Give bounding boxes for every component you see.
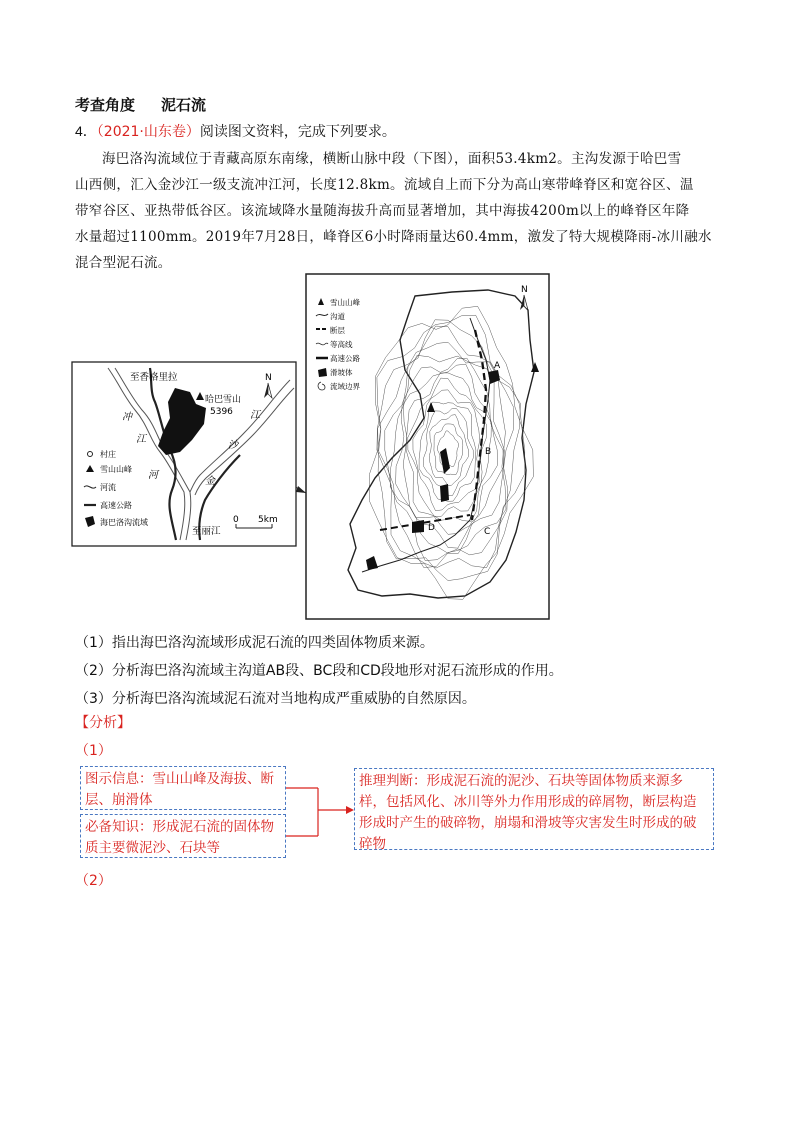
analysis-part-2: （2） (75, 873, 112, 889)
legend-landslide: 滑坡体 (330, 368, 353, 377)
label-road-bottom: 至丽江 (192, 526, 221, 537)
paragraph-line: 带窄谷区、亚热带低谷区。该流域降水量随海拔升高而显著增加，其中海拔4200m以上的峰脊区年降 (75, 203, 690, 219)
point-label: A (494, 361, 501, 371)
analysis-part-1: （1） (75, 743, 112, 759)
sub-question-3: （3）分析海巴洛沟流域泥石流对当地构成严重威胁的自然原因。 (75, 691, 476, 707)
label-road-top: 至香格里拉 (130, 372, 178, 383)
legend-basin: 海巴洛沟流域 (100, 518, 148, 527)
paragraph-line: 混合型泥石流。 (75, 255, 172, 271)
label-river-left: 江 (136, 434, 146, 445)
label-river-right: 金 (205, 476, 215, 487)
legend-boundary: 流域边界 (330, 382, 360, 391)
label-peak-elev: 5396 (210, 407, 233, 417)
legend-highway: 高速公路 (100, 501, 132, 510)
point-label: D (428, 523, 435, 533)
scale-label-0: 0 (233, 515, 239, 525)
sub-question-2: （2）分析海巴洛沟流域主沟道AB段、BC段和CD段地形对泥石流形成的作用。 (75, 663, 563, 679)
point-label: B (485, 447, 492, 457)
info-box-figure: 图示信息：雪山山峰及海拔、断层、崩滑体 (80, 766, 286, 810)
label-river-right: 沙 (228, 440, 238, 451)
section-label: 考查角度 (75, 96, 136, 114)
legend-contour: 等高线 (330, 340, 353, 349)
legend-channel: 沟道 (330, 312, 345, 321)
sub-question-1: （1）指出海巴洛沟流域形成泥石流的四类固体物质来源。 (75, 635, 434, 651)
legend-peak: 雪山山峰 (330, 298, 360, 307)
analysis-label: 【分析】 (75, 715, 131, 731)
legend-highway: 高速公路 (330, 354, 360, 363)
left-north-label: N (265, 373, 272, 383)
right-north-label: N (521, 285, 528, 295)
question-source: （2021·山东卷） (96, 124, 200, 140)
question-number: 4． (75, 123, 97, 139)
point-label: C (484, 527, 491, 537)
label-river-left: 河 (148, 470, 158, 481)
paragraph-line: 水量超过1100mm。2019年7月28日，峰脊区6小时降雨量达60.4mm，激发了特大规模降雨-冰川融水 (75, 229, 712, 245)
legend-peak: 雪山山峰 (100, 465, 132, 474)
label-river-left: 冲 (122, 412, 132, 423)
legend-fault: 断层 (330, 326, 345, 335)
inference-box: 推理判断：形成泥石流的泥沙、石块等固体物质来源多样，包括风化、冰川等外力作用形成的碎屑物，断层构造形成时产生的破碎物，崩塌和滑坡等灾害发生时形成的破碎物 (354, 768, 714, 850)
question-instruction: 阅读图文资料，完成下列要求。 (199, 124, 396, 140)
legend-village: 村庄 (100, 450, 116, 459)
scale-label-5: 5km (258, 515, 278, 525)
label-river-right: 江 (250, 410, 260, 421)
paragraph-line: 海巴洛沟流域位于青藏高原东南缘，横断山脉中段（下图），面积53.4km2。主沟发源于哈巴雪 (102, 151, 682, 167)
section-topic: 泥石流 (161, 96, 207, 114)
paragraph-line: 山西侧，汇入金沙江一级支流冲江河，长度12.8km。流域自上而下分为高山寒带峰脊区和宽谷区、温 (75, 177, 694, 193)
label-peak-name: 哈巴雪山 (205, 395, 242, 405)
info-box-knowledge: 必备知识：形成泥石流的固体物质主要微泥沙、石块等 (80, 814, 286, 858)
legend-river: 河流 (100, 483, 116, 492)
arrow-head-icon (346, 806, 354, 814)
